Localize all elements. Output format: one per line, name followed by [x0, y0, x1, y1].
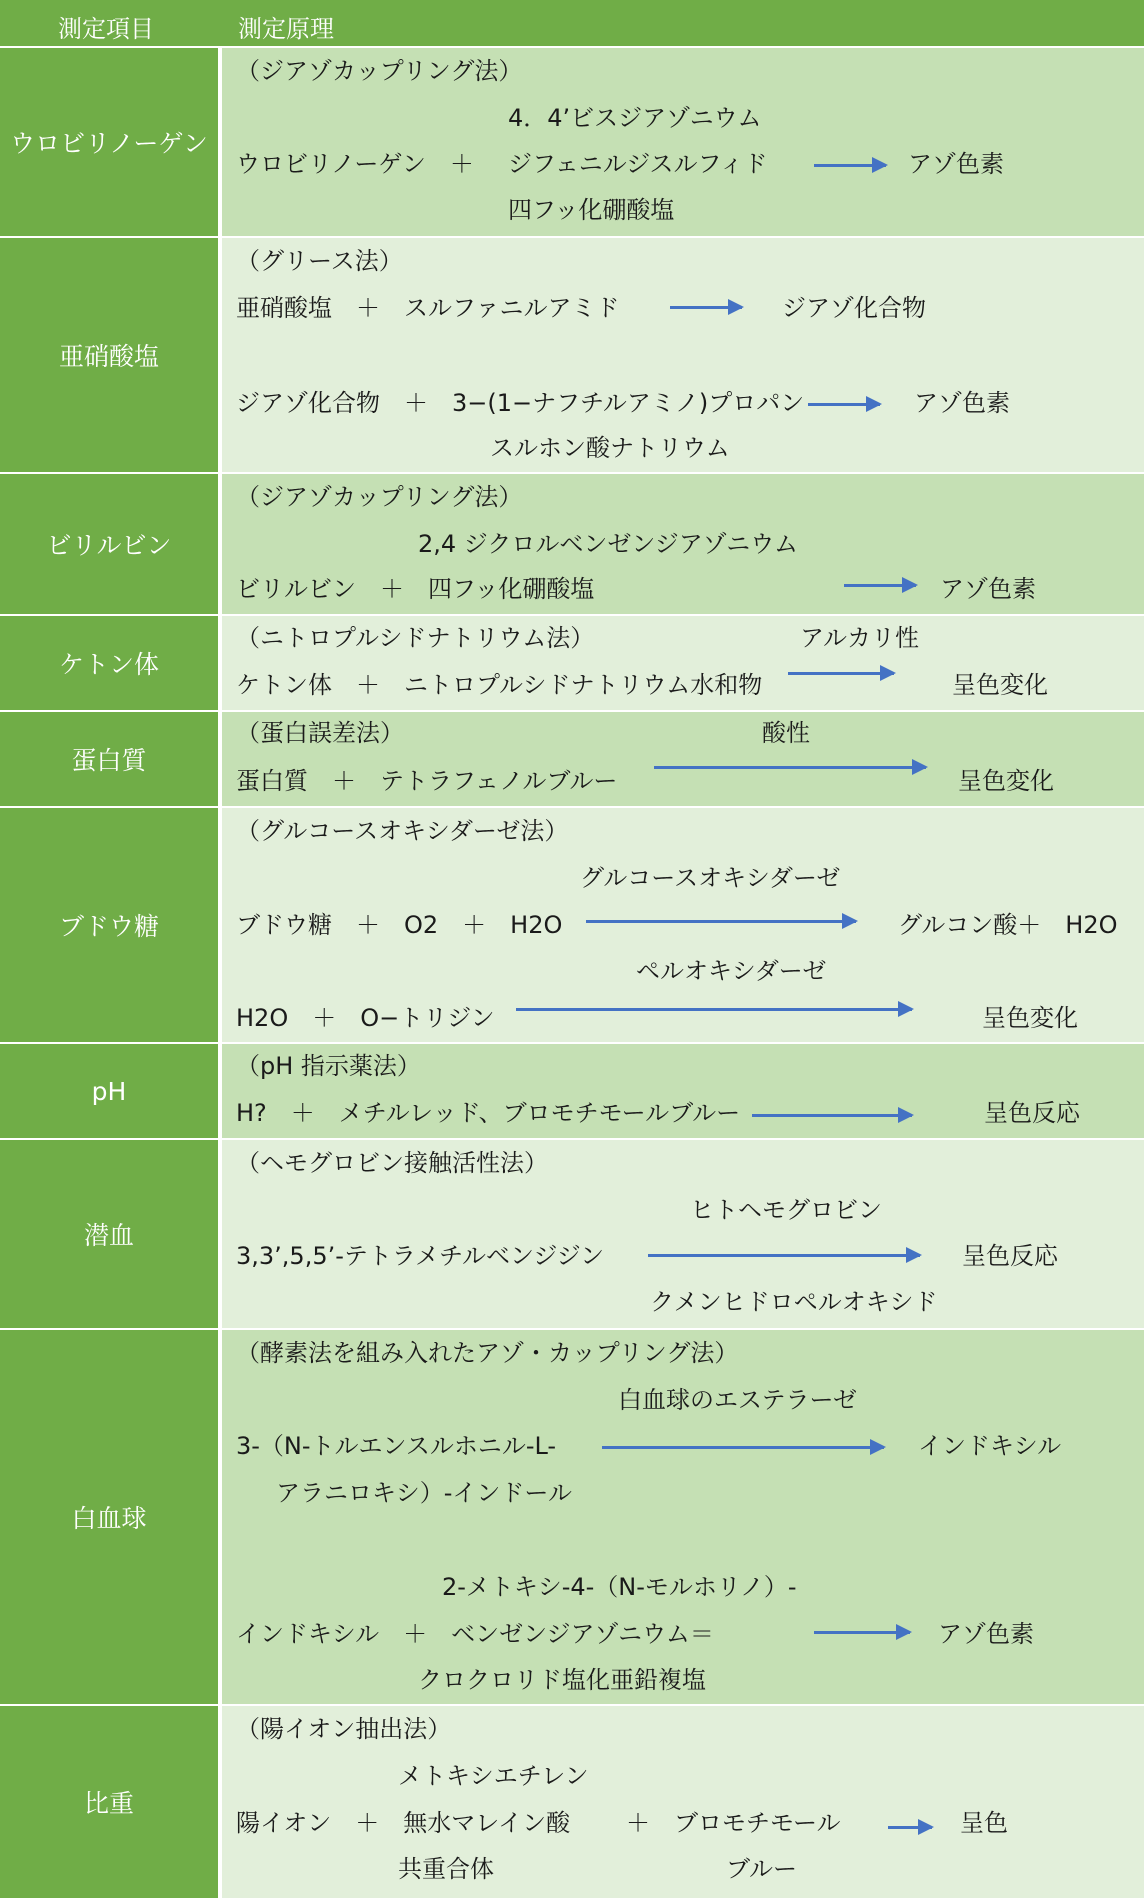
row-content: [222, 808, 1144, 1042]
row-label: 比重: [0, 1706, 220, 1898]
table-row: [0, 1140, 1144, 1330]
reaction-arrow: [814, 1631, 910, 1634]
reaction-arrow: [602, 1446, 884, 1449]
reaction-arrow: [516, 1008, 912, 1011]
row-label: ブドウ糖: [0, 808, 220, 1042]
table-row: [0, 1044, 1144, 1140]
reaction-text: H2O ＋ O−トリジン: [236, 1004, 495, 1032]
reaction-arrow: [648, 1254, 920, 1257]
reaction-arrow: [670, 306, 742, 309]
row-content: [222, 474, 1144, 614]
catalyst-text: ペルオキシダーゼ: [636, 957, 827, 985]
reagent-text: 共重合体: [398, 1855, 494, 1883]
row-label: ケトン体: [0, 616, 220, 710]
reaction-text: ジアゾ化合物 ＋ 3−(1−ナフチルアミノ)プロパン: [236, 389, 805, 417]
reaction-text: ブドウ糖 ＋ O2 ＋ H2O: [236, 911, 563, 939]
table-row: [0, 238, 1144, 474]
row-label: ビリルビン: [0, 474, 220, 614]
reaction-arrow: [888, 1826, 932, 1829]
reagent-text: ブルー: [726, 1855, 798, 1883]
method-name: （pH 指示薬法）: [236, 1052, 421, 1080]
reaction-text: 蛋白質 ＋ テトラフェノルブルー: [236, 767, 618, 795]
product-text: 呈色反応: [962, 1242, 1058, 1270]
reaction-arrow: [654, 766, 926, 769]
reagent-text: ＋ ブロモチモール: [626, 1809, 841, 1837]
condition-text: 酸性: [762, 719, 810, 747]
reaction-arrow: [844, 584, 916, 587]
method-name: （陽イオン抽出法）: [236, 1715, 452, 1743]
catalyst-text: 白血球のエステラーゼ: [618, 1386, 858, 1414]
row-label: 蛋白質: [0, 712, 220, 806]
method-name: （ジアゾカップリング法）: [236, 57, 523, 85]
reagent-text: 2-メトキシ-4-（N-モルホリノ）-: [442, 1573, 797, 1601]
product-text: アゾ色素: [908, 150, 1004, 178]
product-text: インドキシル: [918, 1432, 1062, 1460]
row-content: [222, 238, 1144, 472]
table-row: [0, 616, 1144, 712]
reagent-text: メトキシエチレン: [398, 1762, 589, 1790]
row-content: [222, 48, 1144, 236]
header-item-col: 測定項目: [58, 15, 154, 43]
header-principle-col: 測定原理: [238, 15, 334, 43]
reagent-text: クロクロリド塩化亜鉛複塩: [418, 1666, 706, 1694]
row-content: [222, 1140, 1144, 1328]
reaction-text: アラニロキシ）-インドール: [276, 1479, 572, 1507]
reaction-text: 陽イオン ＋ 無水マレイン酸: [236, 1809, 571, 1837]
table-row: [0, 1330, 1144, 1706]
reagent-text: 4．4’ビスジアゾニウム: [508, 104, 762, 132]
product-text: 呈色反応: [984, 1099, 1080, 1127]
row-content: [222, 616, 1144, 710]
row-content: [222, 1330, 1144, 1704]
row-label: pH: [0, 1044, 220, 1138]
reaction-arrow: [752, 1114, 912, 1117]
row-content: [222, 1706, 1144, 1898]
method-name: （ジアゾカップリング法）: [236, 483, 523, 511]
reaction-text: 3,3’,5,5’-テトラメチルベンジジン: [236, 1242, 605, 1270]
reaction-text: 亜硝酸塩 ＋ スルファニルアミド: [236, 294, 620, 322]
reagent-text: 2,4 ジクロルベンゼンジアゾニウム: [418, 530, 798, 558]
reaction-arrow: [808, 403, 880, 406]
row-label: 白血球: [0, 1330, 220, 1704]
product-text: アゾ色素: [940, 575, 1036, 603]
reaction-text: ケトン体 ＋ ニトロプルシドナトリウム水和物: [236, 671, 763, 699]
method-name: （酵素法を組み入れたアゾ・カップリング法）: [236, 1339, 739, 1367]
reagent-text: スルホン酸ナトリウム: [490, 434, 730, 462]
reagent-text: 四フッ化硼酸塩: [508, 196, 675, 224]
reaction-arrow: [814, 164, 886, 167]
method-name: （蛋白誤差法）: [236, 719, 404, 747]
reaction-text: H? ＋ メチルレッド、ブロモチモールブルー: [236, 1099, 741, 1127]
reaction-arrow: [788, 672, 894, 675]
product-text: 呈色変化: [958, 767, 1054, 795]
table-row: [0, 474, 1144, 616]
catalyst-text: ヒトヘモグロビン: [690, 1196, 882, 1224]
product-text: 呈色: [960, 1809, 1008, 1837]
method-name: （ニトロプルシドナトリウム法）: [236, 624, 595, 652]
row-label: 亜硝酸塩: [0, 238, 220, 472]
reaction-text: インドキシル ＋ ベンゼンジアゾニウム＝: [236, 1620, 714, 1648]
table-row: [0, 1706, 1144, 1898]
method-name: （グルコースオキシダーゼ法）: [236, 817, 569, 845]
product-text: アゾ色素: [938, 1620, 1034, 1648]
reaction-text: ウロビリノーゲン ＋: [236, 150, 474, 178]
condition-text: アルカリ性: [800, 624, 920, 652]
row-content: [222, 712, 1144, 806]
reaction-text: ビリルビン ＋ 四フッ化硼酸塩: [236, 575, 595, 603]
product-text: アゾ色素: [914, 389, 1010, 417]
product-text: グルコン酸＋ H2O: [898, 911, 1118, 939]
method-name: （ヘモグロビン接触活性法）: [236, 1149, 548, 1177]
table-row: [0, 712, 1144, 808]
product-text: ジアゾ化合物: [782, 294, 926, 322]
catalyst-text: クメンヒドロペルオキシド: [650, 1288, 938, 1316]
reaction-text: 3-（N-トルエンスルホニル-L-: [236, 1432, 557, 1460]
catalyst-text: グルコースオキシダーゼ: [580, 864, 841, 892]
table-row: [0, 48, 1144, 238]
table-header: [0, 0, 1144, 48]
row-label: ウロビリノーゲン: [0, 48, 220, 236]
product-text: 呈色変化: [982, 1004, 1078, 1032]
reaction-arrow: [586, 920, 856, 923]
reagent-text: ジフェニルジスルフィド: [508, 150, 768, 178]
table-row: [0, 808, 1144, 1044]
row-label: 潜血: [0, 1140, 220, 1328]
method-name: （グリース法）: [236, 247, 403, 275]
product-text: 呈色変化: [952, 671, 1048, 699]
row-content: [222, 1044, 1144, 1138]
